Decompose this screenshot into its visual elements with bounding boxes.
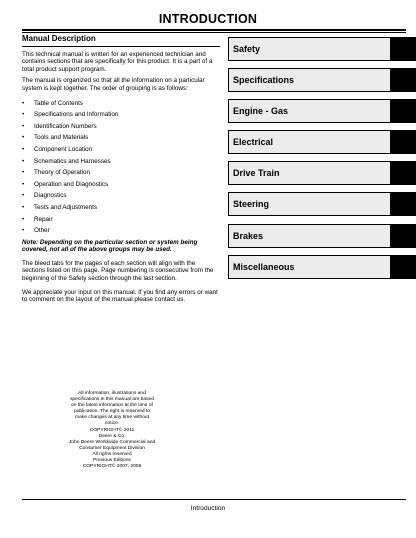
copyright-line: John Deere Worldwide Commercial and <box>68 439 156 445</box>
organization-paragraph: The manual is organized so that all the information on a particular system is kept together. The order of grouping is as follows: <box>22 77 205 92</box>
copyright-line: notice. <box>104 421 120 427</box>
tab-label: Steering <box>233 199 270 210</box>
bleed-tab-marker <box>390 68 415 92</box>
copyright-line: Deere & Co. <box>98 433 126 439</box>
copyright-line: All information, illustrations and <box>78 391 146 396</box>
tab-label: Brakes <box>233 230 264 241</box>
tab-miscellaneous[interactable] <box>228 255 416 279</box>
manual-description-column <box>22 33 220 304</box>
tab-label: Safety <box>233 44 261 54</box>
tab-brakes[interactable] <box>228 224 416 248</box>
page-title: INTRODUCTION <box>158 12 258 26</box>
copyright-line: COPYRIGHT© 2007, 2008 <box>82 464 142 470</box>
copyright-line: Previous Editions <box>93 458 131 464</box>
tab-label: Specifications <box>233 75 295 86</box>
copyright-notice <box>66 391 158 470</box>
section-tabs <box>228 37 416 286</box>
title-rule <box>22 29 406 31</box>
bleed-tab-marker <box>390 224 415 248</box>
tab-steering[interactable] <box>228 192 416 216</box>
list-item: • Identification Numbers <box>22 121 220 133</box>
list-item: • Other <box>22 225 220 237</box>
bleed-tab-marker <box>390 130 415 154</box>
tab-drive-train[interactable] <box>228 161 416 185</box>
copyright-line: All rights reserved <box>92 451 132 457</box>
copyright-line: COPYRIGHT© 2011 <box>89 427 135 433</box>
list-item: • Schematics and Harnesses <box>22 156 220 168</box>
bleed-tab-marker <box>390 37 415 61</box>
bleed-tab-marker <box>390 192 415 216</box>
list-item: • Table of Contents <box>22 98 220 110</box>
list-item: • Operation and Diagnostics <box>22 179 220 191</box>
tab-label: Drive Train <box>233 168 280 179</box>
list-item: • Component Location <box>22 144 220 156</box>
tab-label: Electrical <box>233 137 274 148</box>
tab-label: Miscellaneous <box>233 261 295 272</box>
list-item: • Tools and Materials <box>22 132 220 144</box>
feedback-paragraph: We appreciate your input on this manual. If you find any errors or want to comment on the layout of the manual please contact us. <box>22 288 218 304</box>
list-item: • Theory of Operation <box>22 167 220 179</box>
tab-label: Engine - Gas <box>233 106 289 117</box>
list-item: • Tests and Adjustments <box>22 202 220 214</box>
bleed-tab-marker <box>390 161 415 185</box>
intro-paragraph: This technical manual is written for an experienced technician and contains sections that are specifically for this product. It is a part of a total product support program. <box>22 50 213 73</box>
bleed-tabs-paragraph: The bleed tabs for the pages of each section will align with the sections listed on this page. Page numbering is consecutive from the beginning of the Safety section through the last section. <box>22 259 214 283</box>
tab-engine-gas[interactable] <box>228 99 416 123</box>
bleed-tab-marker <box>390 99 415 123</box>
section-heading: Manual Description <box>22 35 220 47</box>
note-paragraph: Note: Depending on the particular section or system being covered, not all of the above groups may be used. <box>22 238 198 254</box>
footer-rule <box>22 499 406 500</box>
group-list <box>22 98 220 237</box>
copyright-line: publication. The right is reserved to <box>73 409 151 415</box>
copyright-line: Consumer Equipment Division <box>79 445 145 451</box>
copyright-line: specifications in this manual are based <box>69 397 154 403</box>
list-item: • Specifications and Information <box>22 109 220 121</box>
tab-safety[interactable] <box>228 37 416 61</box>
list-item: • Diagnostics <box>22 190 220 202</box>
page-footer: Introduction <box>190 505 226 512</box>
copyright-line: make changes at any time without <box>75 415 149 421</box>
bleed-tab-marker <box>390 255 415 279</box>
list-item: • Repair <box>22 214 220 226</box>
copyright-line: on the latest information at the time of <box>71 403 153 409</box>
tab-electrical[interactable] <box>228 130 416 154</box>
tab-specifications[interactable] <box>228 68 416 92</box>
